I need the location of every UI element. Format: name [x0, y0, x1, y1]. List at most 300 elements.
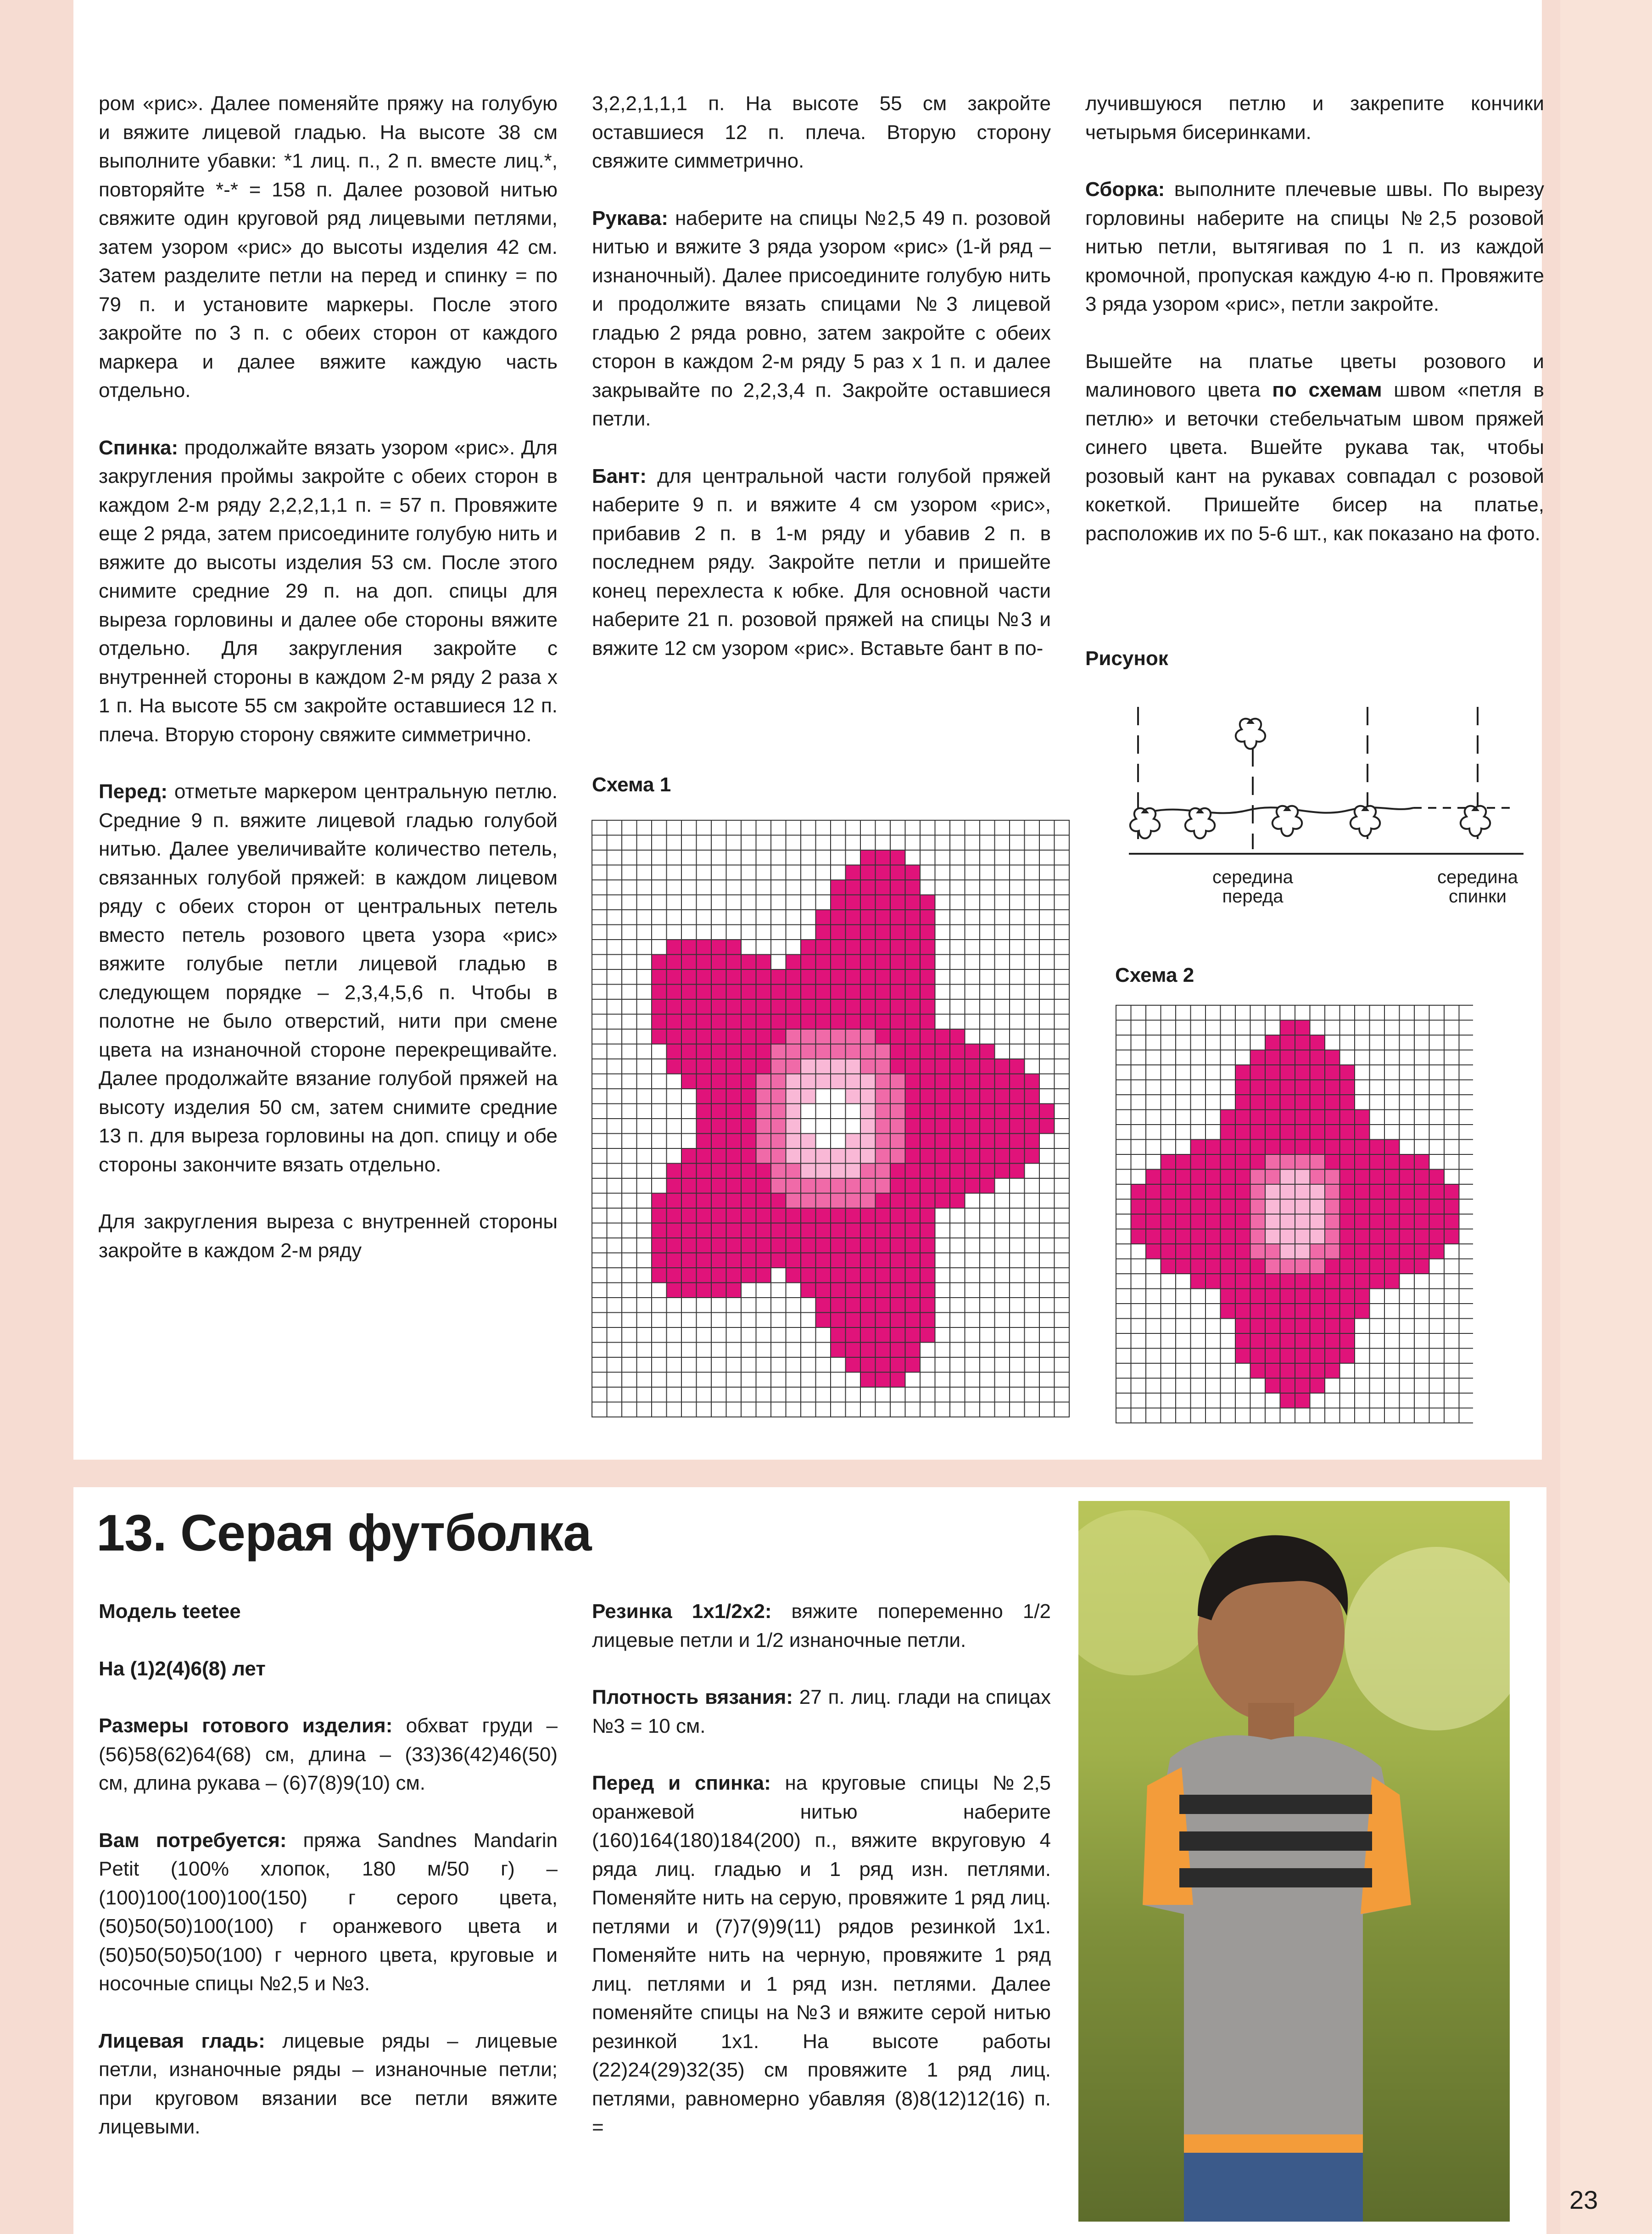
grid-cell [935, 1283, 950, 1298]
grid-cell [1025, 1238, 1040, 1253]
grid-cell [1444, 1035, 1459, 1050]
grid-cell [1325, 1020, 1340, 1036]
grid-cell [1235, 1378, 1250, 1394]
grid-cell [846, 820, 861, 835]
grid-cell [1250, 1333, 1266, 1349]
grid-cell [681, 1387, 697, 1402]
grid-cell [1131, 1378, 1146, 1394]
grid-cell [1039, 1343, 1055, 1358]
grid-cell [846, 1283, 861, 1298]
grid-cell [667, 1044, 682, 1059]
grid-cell [1176, 1184, 1191, 1199]
grid-cell [756, 1059, 771, 1074]
grid-cell [1370, 1020, 1385, 1036]
grid-cell [965, 1208, 980, 1223]
grid-cell [1055, 999, 1070, 1014]
grid-cell [1146, 1199, 1161, 1215]
grid-cell [607, 1164, 622, 1179]
grid-cell [681, 1164, 697, 1179]
grid-cell [1116, 1080, 1131, 1095]
grid-cell [831, 955, 846, 970]
grid-cell [890, 1148, 905, 1164]
grid-cell [860, 865, 876, 880]
grid-cell [1384, 1020, 1400, 1036]
grid-cell [1131, 1140, 1146, 1155]
grid-cell [1325, 1363, 1340, 1378]
grid-cell [920, 850, 935, 865]
grid-cell [756, 1074, 771, 1089]
grid-cell [711, 1298, 726, 1313]
grid-cell [1206, 1333, 1221, 1349]
grid-cell [607, 1208, 622, 1223]
grid-cell [1025, 1402, 1040, 1417]
grid-cell [711, 1104, 726, 1119]
grid-cell [846, 1044, 861, 1059]
grid-cell [741, 820, 756, 835]
grid-cell [905, 1283, 921, 1298]
grid-cell [1131, 1363, 1146, 1378]
grid-cell [1191, 1095, 1206, 1110]
heading-front: Перед: [99, 780, 168, 803]
grid-cell [1206, 1214, 1221, 1229]
grid-cell [652, 865, 667, 880]
grid-cell [1310, 1095, 1325, 1110]
grid-cell [607, 1357, 622, 1372]
grid-cell [1414, 1170, 1429, 1185]
grid-cell [1310, 1125, 1325, 1140]
grid-cell [726, 1134, 742, 1149]
grid-cell [1206, 1289, 1221, 1304]
grid-cell [860, 969, 876, 985]
grid-cell [1235, 1229, 1250, 1244]
grid-cell [876, 1253, 891, 1268]
grid-cell [1010, 1119, 1025, 1134]
grid-cell [607, 1044, 622, 1059]
grid-cell [1221, 1378, 1236, 1394]
grid-cell [1039, 880, 1055, 895]
grid-cell [1146, 1050, 1161, 1065]
grid-cell [741, 1104, 756, 1119]
grid-cell [681, 1238, 697, 1253]
grid-cell [1039, 1074, 1055, 1089]
grid-cell [816, 940, 831, 955]
grid-cell [1176, 1259, 1191, 1274]
grid-cell [1221, 1349, 1236, 1364]
grid-cell [1039, 1387, 1055, 1402]
grid-cell [1025, 1313, 1040, 1328]
grid-cell [860, 850, 876, 865]
grid-cell [1235, 1333, 1250, 1349]
grid-cell [1010, 969, 1025, 985]
grid-cell [1265, 1289, 1280, 1304]
grid-cell [592, 1134, 607, 1149]
grid-cell [786, 1372, 801, 1388]
grid-cell [741, 910, 756, 925]
grid-cell [681, 1283, 697, 1298]
grid-cell [1265, 1170, 1280, 1185]
grid-cell [816, 1029, 831, 1044]
grid-cell [1176, 1363, 1191, 1378]
grid-cell [995, 999, 1010, 1014]
grid-cell [1355, 1095, 1370, 1110]
grid-cell [1265, 1020, 1280, 1036]
grid-cell [726, 880, 742, 895]
grid-cell [1310, 1020, 1325, 1036]
grid-cell [726, 1298, 742, 1313]
grid-cell [831, 1119, 846, 1134]
grid-cell [607, 865, 622, 880]
grid-cell [1146, 1274, 1161, 1289]
grid-cell [1161, 1035, 1176, 1050]
grid-cell [905, 1357, 921, 1372]
page-margin-right [1560, 0, 1652, 2234]
grid-cell [1429, 1214, 1445, 1229]
grid-cell [1250, 1080, 1266, 1095]
grid-cell [1146, 1408, 1161, 1423]
grid-cell [1310, 1289, 1325, 1304]
grid-cell [965, 1059, 980, 1074]
grid-cell [726, 940, 742, 955]
grid-cell [1265, 1349, 1280, 1364]
grid-cell [592, 1029, 607, 1044]
grid-cell [786, 1178, 801, 1193]
grid-cell [1025, 985, 1040, 1000]
grid-cell [846, 1268, 861, 1283]
grid-cell [1146, 1184, 1161, 1199]
grid-cell [1250, 1140, 1266, 1155]
grid-cell [920, 1164, 935, 1179]
grid-cell [622, 850, 637, 865]
grid-cell [1235, 1244, 1250, 1259]
grid-cell [667, 1104, 682, 1119]
grid-cell [876, 999, 891, 1014]
grid-cell [771, 955, 786, 970]
grid-cell [1206, 1035, 1221, 1050]
grid-cell [890, 1298, 905, 1313]
grid-cell [771, 1029, 786, 1044]
grid-cell [592, 820, 607, 835]
grid-cell [1131, 1349, 1146, 1364]
grid-cell [1295, 1080, 1310, 1095]
grid-cell [637, 1208, 652, 1223]
grid-cell [1191, 1110, 1206, 1125]
grid-cell [1025, 955, 1040, 970]
grid-cell [1280, 1065, 1295, 1080]
grid-cell [1355, 1304, 1370, 1319]
grid-cell [935, 1253, 950, 1268]
grid-cell [697, 1343, 712, 1358]
grid-cell [1340, 1319, 1355, 1334]
grid-cell [965, 1327, 980, 1343]
grid-cell [1161, 1065, 1176, 1080]
grid-cell [681, 1074, 697, 1089]
grid-cell [1131, 1170, 1146, 1185]
grid-cell [980, 1253, 995, 1268]
grid-cell [697, 880, 712, 895]
grid-cell [965, 999, 980, 1014]
grid-cell [1429, 1125, 1445, 1140]
grid-cell [816, 1357, 831, 1372]
grid-cell [1295, 1244, 1310, 1259]
grid-cell [831, 910, 846, 925]
grid-cell [816, 1238, 831, 1253]
grid-cell [1280, 1005, 1295, 1020]
grid-cell [935, 820, 950, 835]
grid-cell [1116, 1319, 1131, 1334]
grid-cell [1325, 1035, 1340, 1050]
grid-cell [1310, 1319, 1325, 1334]
grid-cell [637, 1148, 652, 1164]
grid-cell [1355, 1199, 1370, 1215]
grid-cell [920, 1029, 935, 1044]
grid-cell [607, 1283, 622, 1298]
grid-cell [622, 999, 637, 1014]
grid-cell [905, 895, 921, 910]
grid-cell [667, 1327, 682, 1343]
grid-cell [786, 1014, 801, 1030]
grid-cell [995, 835, 1010, 851]
grid-cell [846, 969, 861, 985]
paragraph-assembly: Сборка: выполните плечевые швы. По вырезу горловины наберите на спицы №2,5 розовой нитью петли, вытягивая по 1 п. из каждой кромочной, пропуская каждую 4-ю п. Провяжите 3 ряда узором «рис», петли закройте. [1085, 178, 1544, 315]
grid-cell [607, 985, 622, 1000]
grid-cell [652, 1357, 667, 1372]
grid-cell [681, 880, 697, 895]
grid-cell [697, 910, 712, 925]
grid-cell [876, 1074, 891, 1089]
grid-cell [816, 1402, 831, 1417]
grid-cell [592, 1372, 607, 1388]
grid-cell [711, 1119, 726, 1134]
grid-cell [667, 969, 682, 985]
grid-cell [607, 850, 622, 865]
grid-cell [890, 1014, 905, 1030]
grid-cell [1116, 1333, 1131, 1349]
grid-cell [741, 1208, 756, 1223]
grid-cell [920, 925, 935, 940]
grid-cell [1206, 1199, 1221, 1215]
grid-cell [1025, 865, 1040, 880]
grid-cell [741, 1074, 756, 1089]
grid-cell [846, 925, 861, 940]
grid-cell [726, 999, 742, 1014]
grid-cell [1131, 1393, 1146, 1408]
grid-cell [876, 1283, 891, 1298]
grid-cell [652, 1059, 667, 1074]
grid-cell [801, 1193, 816, 1209]
grid-cell [950, 1148, 965, 1164]
grid-cell [592, 850, 607, 865]
grid-cell [1355, 1125, 1370, 1140]
grid-cell [711, 865, 726, 880]
grid-cell [905, 1044, 921, 1059]
grid-cell [905, 1253, 921, 1268]
grid-cell [965, 1104, 980, 1119]
grid-cell [726, 1193, 742, 1209]
grid-cell [846, 1134, 861, 1149]
grid-cell [1414, 1333, 1429, 1349]
grid-cell [681, 820, 697, 835]
grid-cell [1414, 1274, 1429, 1289]
grid-cell [711, 1402, 726, 1417]
grid-cell [995, 985, 1010, 1000]
grid-cell [1039, 940, 1055, 955]
grid-cell [1280, 1333, 1295, 1349]
grid-cell [726, 1327, 742, 1343]
grid-cell [995, 1238, 1010, 1253]
grid-cell [1355, 1214, 1370, 1229]
grid-cell [1400, 1050, 1415, 1065]
grid-cell [995, 1343, 1010, 1358]
grid-cell [860, 1119, 876, 1134]
grid-cell [1039, 1089, 1055, 1104]
grid-cell [905, 999, 921, 1014]
grid-cell [1221, 1319, 1236, 1334]
grid-cell [1370, 1333, 1385, 1349]
grid-cell [846, 1238, 861, 1253]
grid-cell [786, 1298, 801, 1313]
grid-cell [741, 1014, 756, 1030]
grid-cell [1176, 1408, 1191, 1423]
grid-cell [1340, 1378, 1355, 1394]
grid-cell [1310, 1140, 1325, 1155]
grid-cell [995, 820, 1010, 835]
grid-cell [607, 1372, 622, 1388]
grid-cell [1010, 1029, 1025, 1044]
grid-cell [1250, 1065, 1266, 1080]
grid-cell [592, 1343, 607, 1358]
grid-cell [1221, 1110, 1236, 1125]
grid-cell [950, 1313, 965, 1328]
grid-cell [1280, 1363, 1295, 1378]
grid-cell [935, 1223, 950, 1238]
grid-cell [1250, 1125, 1266, 1140]
grid-cell [1340, 1080, 1355, 1095]
grid-cell [681, 955, 697, 970]
grid-cell [726, 895, 742, 910]
grid-cell [846, 1193, 861, 1209]
paragraph-bow: Бант: для центральной части голубой пряжей наберите 9 п. и вяжите 4 см узором «рис», прибавив 2 п. в 1-м ряду и убавив 2 п. в последнем ряду. Закройте петли и пришейте конец перехлеста к юбке. Для основной части наберите 21 п. розовой пряжей на спицы №3 и вяжите 12 см узором «рис». Вставьте бант в по- [592, 465, 1051, 660]
grid-cell [741, 895, 756, 910]
grid-cell [1444, 1005, 1459, 1020]
grid-cell [860, 1029, 876, 1044]
grid-cell [995, 1164, 1010, 1179]
grid-cell [1444, 1363, 1459, 1378]
grid-cell [831, 1298, 846, 1313]
grid-cell [801, 835, 816, 851]
grid-cell [860, 1074, 876, 1089]
grid-cell [935, 1014, 950, 1030]
grid-cell [846, 910, 861, 925]
grid-cell [1176, 1020, 1191, 1036]
grid-cell [935, 1357, 950, 1372]
grid-cell [697, 1327, 712, 1343]
grid-cell [1444, 1199, 1459, 1215]
grid-cell [667, 999, 682, 1014]
grid-cell [711, 1148, 726, 1164]
grid-cell [1010, 1208, 1025, 1223]
grid-cell [935, 940, 950, 955]
grid-cell [652, 880, 667, 895]
grid-cell [622, 1074, 637, 1089]
top-column-2 [592, 90, 1051, 691]
grid-cell [1010, 1268, 1025, 1283]
grid-cell [1384, 1259, 1400, 1274]
grid-cell [1235, 1065, 1250, 1080]
grid-cell [1010, 940, 1025, 955]
grid-cell [905, 820, 921, 835]
grid-cell [652, 940, 667, 955]
grid-cell [697, 1134, 712, 1149]
grid-cell [950, 925, 965, 940]
grid-cell [652, 985, 667, 1000]
grid-cell [1010, 910, 1025, 925]
grid-cell [697, 1014, 712, 1030]
grid-cell [592, 940, 607, 955]
grid-cell [1400, 1333, 1415, 1349]
grid-cell [1414, 1289, 1429, 1304]
grid-cell [1414, 1184, 1429, 1199]
grid-cell [1176, 1110, 1191, 1125]
grid-cell [771, 1402, 786, 1417]
grid-cell [1191, 1304, 1206, 1319]
grid-cell [860, 1253, 876, 1268]
grid-cell [1146, 1363, 1161, 1378]
grid-cell [1384, 1140, 1400, 1155]
grid-cell [965, 1238, 980, 1253]
grid-cell [667, 1238, 682, 1253]
grid-cell [1265, 1050, 1280, 1065]
grid-cell [1131, 1229, 1146, 1244]
grid-cell [711, 1357, 726, 1372]
grid-cell [1010, 1298, 1025, 1313]
grid-cell [876, 1193, 891, 1209]
grid-cell [1116, 1110, 1131, 1125]
grid-cell [681, 1268, 697, 1283]
grid-cell [876, 940, 891, 955]
grid-cell [1176, 1080, 1191, 1095]
grid-cell [756, 1357, 771, 1372]
grid-cell [607, 1014, 622, 1030]
grid-cell [756, 1104, 771, 1119]
grid-cell [1280, 1349, 1295, 1364]
grid-cell [711, 940, 726, 955]
grid-cell [920, 1298, 935, 1313]
grid-cell [756, 910, 771, 925]
grid-cell [622, 925, 637, 940]
grid-cell [681, 1208, 697, 1223]
grid-cell [965, 1283, 980, 1298]
grid-cell [741, 1313, 756, 1328]
grid-cell [846, 1119, 861, 1134]
grid-cell [711, 1387, 726, 1402]
grid-cell [756, 1343, 771, 1358]
grid-cell [995, 1208, 1010, 1223]
grid-cell [1250, 1244, 1266, 1259]
grid-cell [741, 1164, 756, 1179]
grid-cell [786, 1134, 801, 1149]
grid-cell [652, 1134, 667, 1149]
grid-cell [1235, 1170, 1250, 1185]
grid-cell [711, 880, 726, 895]
grid-cell [950, 1029, 965, 1044]
grid-cell [1400, 1065, 1415, 1080]
grid-cell [876, 910, 891, 925]
grid-cell [1116, 1154, 1131, 1170]
grid-cell [1055, 1313, 1070, 1328]
grid-cell [756, 1402, 771, 1417]
grid-cell [1340, 1050, 1355, 1065]
grid-cell [1039, 820, 1055, 835]
